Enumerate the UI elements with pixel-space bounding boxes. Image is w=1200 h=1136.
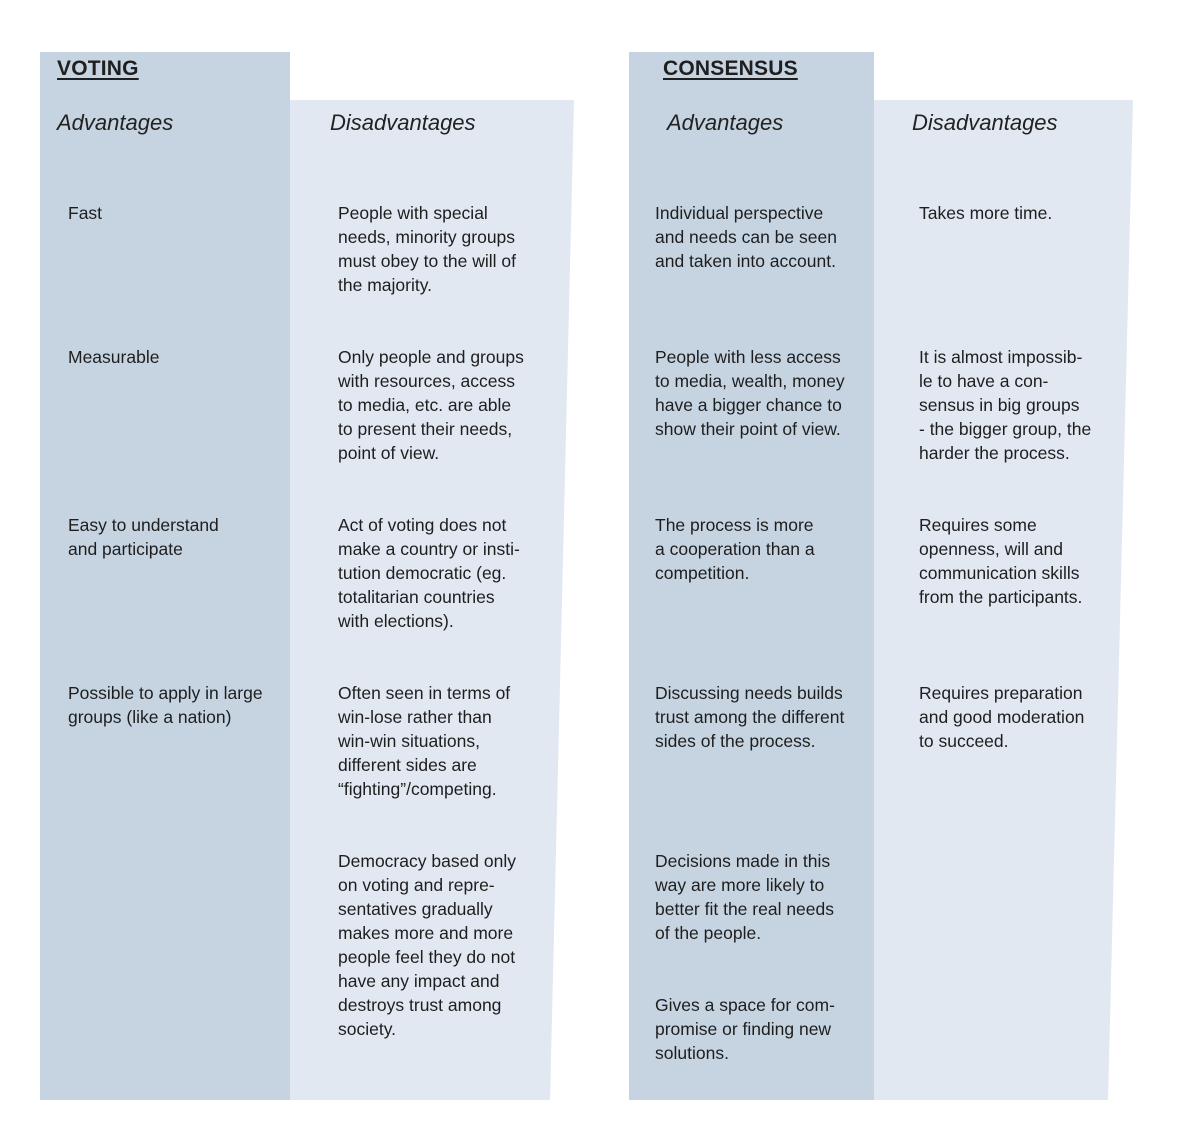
consensus-disadvantage-item bbox=[919, 681, 1119, 753]
text-line: solutions. bbox=[655, 1043, 729, 1063]
text-line: sensus in big groups bbox=[919, 395, 1080, 415]
text-line: a cooperation than a bbox=[655, 539, 815, 559]
consensus-advantage-item bbox=[655, 849, 870, 945]
text-line: It is almost impossib- bbox=[919, 347, 1083, 367]
text-line: of the people. bbox=[655, 923, 762, 943]
text-line: Often seen in terms of bbox=[338, 683, 511, 703]
text-line: to succeed. bbox=[919, 731, 1009, 751]
text-line: show their point of view. bbox=[655, 419, 841, 439]
consensus-advantage-item bbox=[655, 201, 870, 273]
voting-advantage-item bbox=[68, 201, 283, 225]
voting-advantages-heading: Advantages bbox=[57, 110, 174, 135]
consensus-title: CONSENSUS bbox=[663, 57, 798, 80]
text-line: People with less access bbox=[655, 347, 841, 367]
voting-disadvantages-heading: Disadvantages bbox=[330, 110, 476, 135]
text-line: tution democratic (eg. bbox=[338, 563, 507, 583]
text-line: must obey to the will of bbox=[338, 251, 516, 271]
text-line: from the participants. bbox=[919, 587, 1083, 607]
text-line: Democracy based only bbox=[338, 851, 516, 871]
voting-advantage-item bbox=[68, 345, 283, 369]
text-line: sides of the process. bbox=[655, 731, 816, 751]
text-line: to media, etc. are able bbox=[338, 395, 512, 415]
text-line: Gives a space for com- bbox=[655, 995, 835, 1015]
text-line: way are more likely to bbox=[655, 875, 825, 895]
text-line: groups (like a nation) bbox=[68, 707, 232, 727]
text-line: and needs can be seen bbox=[655, 227, 837, 247]
consensus-disadvantages-heading: Disadvantages bbox=[912, 110, 1058, 135]
text-line: People with special bbox=[338, 203, 488, 223]
text-line: point of view. bbox=[338, 443, 440, 463]
voting-advantage-item bbox=[68, 513, 283, 561]
consensus-advantages-heading: Advantages bbox=[667, 110, 784, 135]
text-line: to media, wealth, money bbox=[655, 371, 845, 391]
text-line: Only people and groups bbox=[338, 347, 524, 367]
text-line: Fast bbox=[68, 203, 103, 223]
text-line: win-lose rather than bbox=[338, 707, 492, 727]
text-line: destroys trust among bbox=[338, 995, 502, 1015]
text-line: Possible to apply in large bbox=[68, 683, 263, 703]
text-line: Requires some bbox=[919, 515, 1037, 535]
consensus-advantage-item bbox=[655, 993, 870, 1065]
text-line: people feel they do not bbox=[338, 947, 516, 967]
text-line: to present their needs, bbox=[338, 419, 513, 439]
text-line: totalitarian countries bbox=[338, 587, 495, 607]
text-line: makes more and more bbox=[338, 923, 514, 943]
voting-disadvantage-item bbox=[338, 201, 553, 297]
text-line: have any impact and bbox=[338, 971, 500, 991]
consensus-advantage-item bbox=[655, 513, 870, 585]
text-line: promise or finding new bbox=[655, 1019, 832, 1039]
text-line: on voting and repre- bbox=[338, 875, 495, 895]
text-line: The process is more bbox=[655, 515, 814, 535]
text-line: openness, will and bbox=[919, 539, 1063, 559]
text-line: the majority. bbox=[338, 275, 433, 295]
voting-disadvantage-item bbox=[338, 681, 553, 801]
voting-disadvantage-item bbox=[338, 513, 553, 633]
text-line: Measurable bbox=[68, 347, 160, 367]
text-line: trust among the different bbox=[655, 707, 845, 727]
text-line: and good moderation bbox=[919, 707, 1085, 727]
text-line: - the bigger group, the bbox=[919, 419, 1092, 439]
text-line: Easy to understand bbox=[68, 515, 219, 535]
text-line: different sides are bbox=[338, 755, 477, 775]
text-line: sentatives gradually bbox=[338, 899, 493, 919]
consensus-advantage-item bbox=[655, 345, 870, 441]
text-line: Discussing needs builds bbox=[655, 683, 843, 703]
text-line: needs, minority groups bbox=[338, 227, 516, 247]
text-line: better fit the real needs bbox=[655, 899, 834, 919]
text-line: win-win situations, bbox=[338, 731, 480, 751]
text-line: Decisions made in this bbox=[655, 851, 831, 871]
text-line: “fighting”/competing. bbox=[338, 779, 497, 799]
text-line: le to have a con- bbox=[919, 371, 1049, 391]
text-line: harder the process. bbox=[919, 443, 1070, 463]
text-line: have a bigger chance to bbox=[655, 395, 842, 415]
text-line: and taken into account. bbox=[655, 251, 836, 271]
consensus-disadvantage-item bbox=[919, 513, 1119, 609]
text-line: and participate bbox=[68, 539, 183, 559]
text-line: Individual perspective bbox=[655, 203, 824, 223]
text-line: make a country or insti- bbox=[338, 539, 520, 559]
text-line: competition. bbox=[655, 563, 750, 583]
text-line: Act of voting does not bbox=[338, 515, 507, 535]
voting-advantage-item bbox=[68, 681, 286, 729]
text-line: with elections). bbox=[338, 611, 454, 631]
text-line: with resources, access bbox=[338, 371, 516, 391]
consensus-disadvantage-item bbox=[919, 201, 1119, 225]
text-line: Takes more time. bbox=[919, 203, 1053, 223]
consensus-disadvantage-item bbox=[919, 345, 1119, 465]
voting-disadvantage-item bbox=[338, 849, 553, 1041]
text-line: communication skills bbox=[919, 563, 1080, 583]
voting-title: VOTING bbox=[57, 57, 139, 80]
text-line: society. bbox=[338, 1019, 397, 1039]
text-line: Requires preparation bbox=[919, 683, 1083, 703]
voting-disadvantage-item bbox=[338, 345, 553, 465]
consensus-advantage-item bbox=[655, 681, 870, 753]
